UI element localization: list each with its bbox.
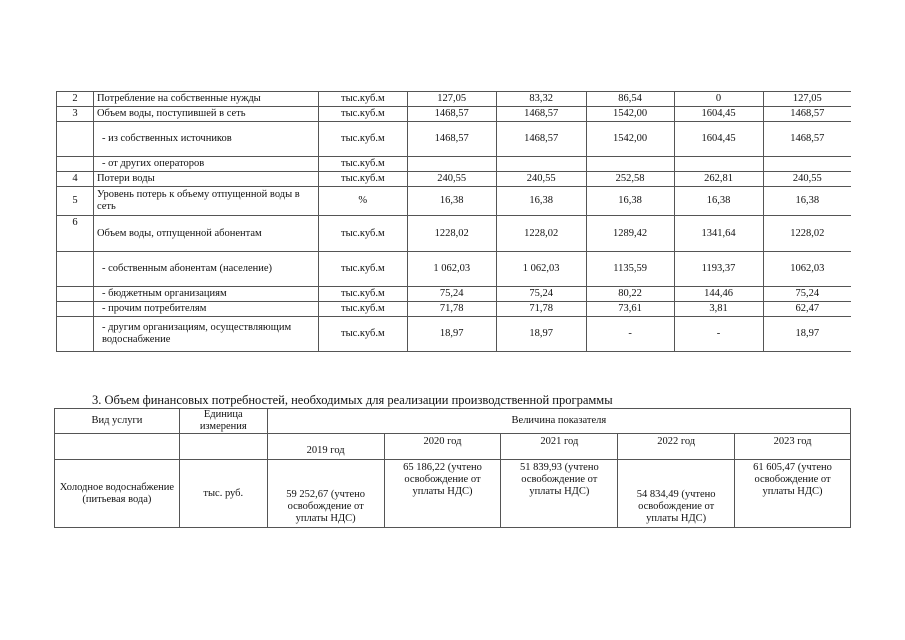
- table-row: [57, 92, 852, 107]
- table-row: [57, 107, 852, 122]
- value-cell: 73,61: [586, 302, 674, 317]
- value-cell: 262,81: [674, 172, 763, 187]
- value-cell: 127,05: [407, 92, 496, 107]
- value-cell: 51 839,93 (учтено освобождение от уплаты НДС): [501, 460, 618, 528]
- value-cell: [674, 157, 763, 172]
- row-name: - другим организациям, осуществляющим водоснабжение: [93, 317, 318, 352]
- header-blank: [179, 434, 267, 460]
- value-cell: 240,55: [763, 172, 851, 187]
- row-number: 4: [57, 172, 94, 187]
- value-cell: 18,97: [407, 317, 496, 352]
- row-unit: тыс.куб.м: [318, 92, 407, 107]
- row-unit: тыс.куб.м: [318, 252, 407, 287]
- year-header: 2022 год: [618, 434, 735, 460]
- value-cell: 0: [674, 92, 763, 107]
- row-unit: тыс.куб.м: [318, 287, 407, 302]
- row-number: [57, 287, 94, 302]
- value-cell: 16,38: [586, 187, 674, 216]
- table-row: [57, 187, 852, 216]
- row-number: 2: [57, 92, 94, 107]
- value-cell: 1341,64: [674, 216, 763, 252]
- table-row: [57, 287, 852, 302]
- row-name: - бюджетным организациям: [93, 287, 318, 302]
- table-row: [57, 317, 852, 352]
- value-cell: 80,22: [586, 287, 674, 302]
- value-cell: 61 605,47 (учтено освобождение от уплаты НДС): [735, 460, 851, 528]
- row-number: 3: [57, 107, 94, 122]
- row-unit: тыс.куб.м: [318, 107, 407, 122]
- value-cell: 252,58: [586, 172, 674, 187]
- row-unit: тыс.куб.м: [318, 302, 407, 317]
- value-cell: 75,24: [763, 287, 851, 302]
- section-heading: 3. Объем финансовых потребностей, необходимых для реализации производственной программы: [92, 393, 613, 407]
- value-cell: 1542,00: [586, 122, 674, 157]
- row-name: Потери воды: [93, 172, 318, 187]
- row-name: - прочим потребителям: [93, 302, 318, 317]
- value-cell: 1604,45: [674, 107, 763, 122]
- row-number: [57, 317, 94, 352]
- service-unit: тыс. руб.: [179, 460, 267, 528]
- value-cell: 1468,57: [763, 122, 851, 157]
- value-cell: 1135,59: [586, 252, 674, 287]
- service-name: Холодное водоснабжение (питьевая вода): [55, 460, 180, 528]
- value-cell: 54 834,49 (учтено освобождение от уплаты НДС): [618, 460, 735, 528]
- row-name: Уровень потерь к объему отпущенной воды в сеть: [93, 187, 318, 216]
- table-row: [57, 216, 852, 252]
- row-name: Объем воды, отпущенной абонентам: [93, 216, 318, 252]
- year-header: 2020 год: [384, 434, 501, 460]
- value-cell: 16,38: [674, 187, 763, 216]
- year-header: 2021 год: [501, 434, 618, 460]
- water-balance-table: [56, 91, 851, 352]
- value-cell: 16,38: [407, 187, 496, 216]
- row-name: - из собственных источников: [93, 122, 318, 157]
- value-cell: 1542,00: [586, 107, 674, 122]
- value-cell: 240,55: [407, 172, 496, 187]
- row-unit: тыс.куб.м: [318, 317, 407, 352]
- row-name: Объем воды, поступившей в сеть: [93, 107, 318, 122]
- value-cell: 18,97: [496, 317, 586, 352]
- value-cell: [496, 157, 586, 172]
- row-number: [57, 122, 94, 157]
- value-cell: 1062,03: [763, 252, 851, 287]
- header-value: Величина показателя: [267, 409, 850, 434]
- value-cell: 1228,02: [763, 216, 851, 252]
- value-cell: 127,05: [763, 92, 851, 107]
- row-unit: тыс.куб.м: [318, 216, 407, 252]
- value-cell: 16,38: [763, 187, 851, 216]
- value-cell: 75,24: [407, 287, 496, 302]
- row-unit: тыс.куб.м: [318, 157, 407, 172]
- header-service: Вид услуги: [55, 409, 180, 434]
- value-cell: 1604,45: [674, 122, 763, 157]
- row-number: 5: [57, 187, 94, 216]
- value-cell: 144,46: [674, 287, 763, 302]
- row-number: [57, 157, 94, 172]
- value-cell: 71,78: [496, 302, 586, 317]
- value-cell: 1193,37: [674, 252, 763, 287]
- table-row: [57, 122, 852, 157]
- value-cell: 1468,57: [407, 122, 496, 157]
- row-name: - собственным абонентам (население): [93, 252, 318, 287]
- value-cell: 240,55: [496, 172, 586, 187]
- table-row: [57, 302, 852, 317]
- value-cell: 62,47: [763, 302, 851, 317]
- row-name: - от других операторов: [93, 157, 318, 172]
- value-cell: 1468,57: [763, 107, 851, 122]
- value-cell: 1468,57: [407, 107, 496, 122]
- row-name: Потребление на собственные нужды: [93, 92, 318, 107]
- value-cell: -: [586, 317, 674, 352]
- value-cell: 75,24: [496, 287, 586, 302]
- value-cell: [763, 157, 851, 172]
- value-cell: 1468,57: [496, 107, 586, 122]
- financial-needs-table: [54, 408, 851, 528]
- value-cell: 3,81: [674, 302, 763, 317]
- header-blank: [55, 434, 180, 460]
- value-cell: 1289,42: [586, 216, 674, 252]
- value-cell: 1 062,03: [407, 252, 496, 287]
- value-cell: 1228,02: [496, 216, 586, 252]
- value-cell: [586, 157, 674, 172]
- value-cell: 18,97: [763, 317, 851, 352]
- value-cell: 83,32: [496, 92, 586, 107]
- row-number: 6: [57, 216, 94, 252]
- value-cell: 1228,02: [407, 216, 496, 252]
- row-unit: %: [318, 187, 407, 216]
- row-unit: тыс.куб.м: [318, 122, 407, 157]
- value-cell: 16,38: [496, 187, 586, 216]
- row-number: [57, 302, 94, 317]
- value-cell: -: [674, 317, 763, 352]
- year-header: 2019 год: [267, 434, 384, 460]
- row-number: [57, 252, 94, 287]
- value-cell: 1468,57: [496, 122, 586, 157]
- row-unit: тыс.куб.м: [318, 172, 407, 187]
- table-row: [57, 252, 852, 287]
- value-cell: 1 062,03: [496, 252, 586, 287]
- value-cell: [407, 157, 496, 172]
- value-cell: 71,78: [407, 302, 496, 317]
- year-header: 2023 год: [735, 434, 851, 460]
- value-cell: 59 252,67 (учтено освобождение от уплаты НДС): [267, 460, 384, 528]
- value-cell: 65 186,22 (учтено освобождение от уплаты НДС): [384, 460, 501, 528]
- value-cell: 86,54: [586, 92, 674, 107]
- table-row: [57, 157, 852, 172]
- header-unit: Единица измерения: [179, 409, 267, 434]
- table-row: [57, 172, 852, 187]
